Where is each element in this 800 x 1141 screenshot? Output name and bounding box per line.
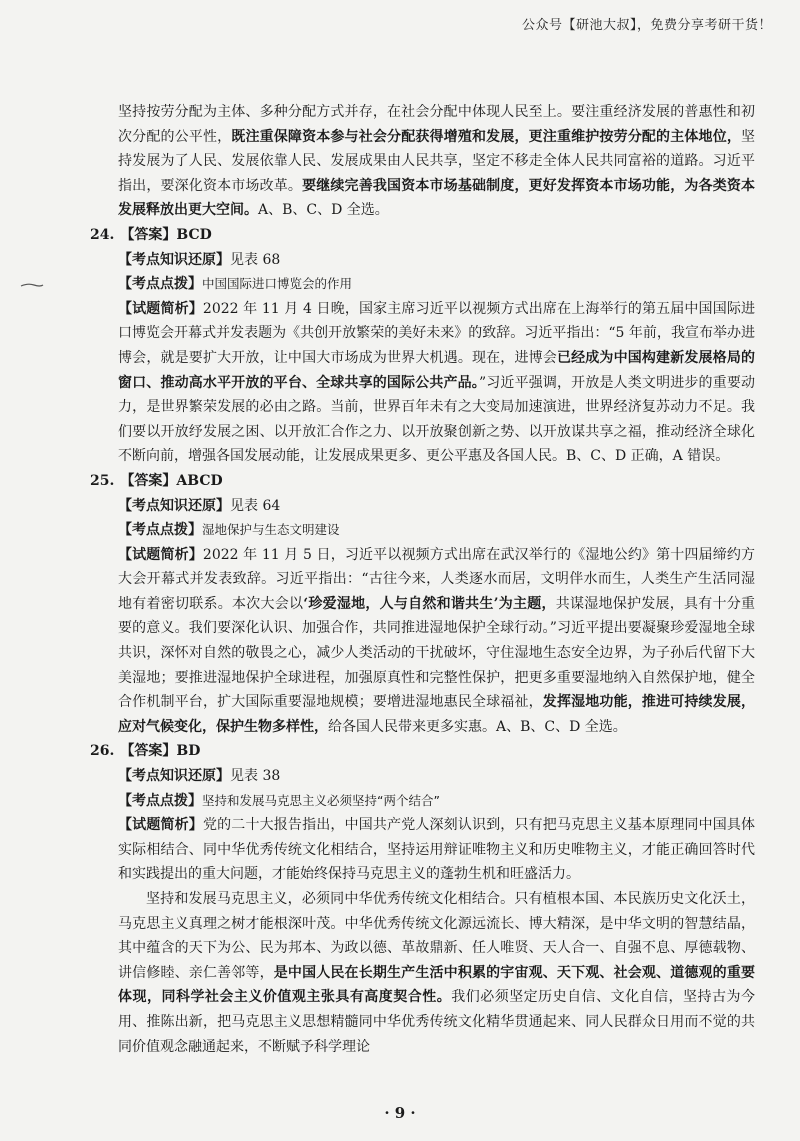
tip-label: 【考点点拨】 bbox=[118, 522, 202, 539]
knowledge-label: 【考点知识还原】 bbox=[118, 497, 230, 514]
q26-knowledge-line bbox=[90, 764, 755, 789]
tip-value: 坚持和发展马克思主义必须坚持“两个结合” bbox=[202, 792, 440, 808]
bold-span: 是中国人民在长期生产生活中积累的宇宙观、天下观、社会观、道德观的重要体现，同科学社会主义价值观主张具有高度契合性。 bbox=[118, 964, 755, 1006]
answer-label: 【答案】 bbox=[120, 743, 177, 760]
text-span: 我们必须坚定历史自信、文化自信，坚持古为今用、推陈出新，把马克思主义思想精髓同中华优秀传统文化精华贯通起来、同人民群众日用而不觉的共同价值观念融通起来，不断赋予科学理论 bbox=[118, 989, 756, 1055]
knowledge-label: 【考点知识还原】 bbox=[118, 251, 230, 268]
answer-label: 【答案】 bbox=[120, 472, 177, 489]
bold-span: 要继续完善我国资本市场基础制度，更好发挥资本市场功能，为各类资本发展释放出更大空间。 bbox=[118, 177, 756, 219]
text-span: 共谋湿地保护发展，具有十分重要的意义。我们要深化认识、加强合作，共同推进湿地保护全球行动。”习近平提出要凝聚珍爱湿地全球共识，深怀对自然的敬畏之心，减少人类活动的干扰破坏，守住湿地生态安全边界，为子孙后代留下大美湿地；要推进湿地保护全球进程，加强原真性和完整性保护，把更多重要湿地纳入自然保护地，健全合作机制平台，扩大国际重要湿地规模；要增进湿地惠民全球福祉， bbox=[118, 595, 755, 711]
text-span: ”习近平强调，开放是人类文明进步的重要动力，是世界繁荣发展的必由之路。当前，世界百年未有之大变局加速演进，世界经济复苏动力不足。我们要以开放纾发展之困、以开放汇合作之力、以开放聚创新之势、以开放谋共享之福，推动经济全球化不断向前，增强各国发展动能，让发展成果更多、更公平惠及各国人民。B、C、D 正确，A 错误。 bbox=[118, 374, 755, 465]
answer-value: BCD bbox=[176, 226, 212, 243]
question-number: 26. bbox=[90, 743, 115, 760]
q25-tip-line bbox=[90, 518, 755, 543]
watermark-header: 公众号【研池大叔】，免费分享考研干货！ bbox=[521, 18, 772, 33]
q24-answer-line bbox=[90, 223, 755, 248]
analysis-label: 【试题简析】 bbox=[118, 546, 203, 563]
page-number: · 9 · bbox=[384, 1104, 416, 1122]
text-span: 党的二十大报告指出，中国共产党人深刻认识到，只有把马克思主义基本原理同中国具体实际相结合、同中华优秀传统文化相结合，坚持运用辩证唯物主义和历史唯物主义，才能正确回答时代和实践提出的重大问题，才能始终保持马克思主义的蓬勃生机和旺盛活力。 bbox=[118, 817, 756, 883]
knowledge-value: 见表 68 bbox=[230, 251, 281, 268]
bold-span: 发挥湿地功能，推进可持续发展，应对气候变化，保护生物多样性， bbox=[118, 694, 756, 735]
analysis-label: 【试题简析】 bbox=[118, 300, 203, 317]
text-span: 坚持发展为了人民、发展依靠人民、发展成果由人民共享，坚定不移走全体人民共同富裕的道路。习近平指出，要深化资本市场改革。 bbox=[118, 128, 756, 194]
question-number: 25. bbox=[90, 472, 115, 489]
intro-paragraph bbox=[90, 100, 755, 223]
q24-knowledge-line bbox=[90, 248, 755, 273]
q26-answer-line bbox=[90, 739, 755, 764]
answer-value: BD bbox=[176, 743, 201, 760]
tip-value: 湿地保护与生态文明建设 bbox=[202, 522, 340, 538]
answer-label: 【答案】 bbox=[120, 226, 177, 243]
q25-knowledge-line bbox=[90, 494, 755, 519]
q26-analysis bbox=[90, 813, 755, 887]
q25-answer-line bbox=[90, 469, 755, 494]
knowledge-value: 见表 38 bbox=[230, 768, 281, 785]
q24-tip-line bbox=[90, 272, 755, 297]
text-span: 给各国人民带来更多实惠。A、B、C、D 全选。 bbox=[328, 718, 627, 735]
scan-mark-icon bbox=[20, 282, 44, 288]
text-span: 2022 年 11 月 4 日晚，国家主席习近平以视频方式出席在上海举行的第五届中国国际进口博览会开幕式并发表题为《共创开放繁荣的美好未来》的致辞。习近平指出：“5 年前，我宣布举办进博会，就是要扩大开放，让中国大市场成为世界大机遇。现在，进博会 bbox=[118, 300, 756, 366]
text-span: 坚持和发展马克思主义，必须同中华优秀传统文化相结合。只有植根本国、本民族历史文化沃土，马克思主义真理之树才能根深叶茂。中华优秀传统文化源远流长、博大精深，是中华文明的智慧结晶，其中蕴含的天下为公、民为邦本、为政以德、革故鼎新、任人唯贤、天人合一、自强不息、厚德载物、讲信修睦、亲仁善邻等， bbox=[118, 891, 755, 981]
question-number: 24. bbox=[90, 226, 115, 243]
tip-label: 【考点点拨】 bbox=[118, 792, 202, 809]
text-span: A、B、C、D 全选。 bbox=[258, 202, 389, 219]
q26-tip-line bbox=[90, 789, 755, 814]
q26-paragraph-2 bbox=[90, 887, 755, 1059]
text-span: 2022 年 11 月 5 日，习近平以视频方式出席在武汉举行的《湿地公约》第十四届缔约方大会开幕式并发表致辞。习近平指出：“古往今来，人类逐水而居，文明伴水而生，人类生产生活同湿地有着密切联系。本次大会以 bbox=[118, 546, 756, 612]
knowledge-label: 【考点知识还原】 bbox=[118, 768, 230, 785]
text-span: 坚持按劳分配为主体、多种分配方式并存，在社会分配中体现人民至上。要注重经济发展的普惠性和初次分配的公平性， bbox=[118, 104, 755, 145]
bold-span: 已经成为中国构建新发展格局的窗口、推动高水平开放的平台、全球共享的国际公共产品。 bbox=[118, 349, 756, 391]
q25-analysis bbox=[90, 543, 755, 740]
bold-span: 既注重保障资本参与社会分配获得增殖和发展，更注重维护按劳分配的主体地位， bbox=[231, 128, 742, 145]
bold-span: ‘珍爱湿地，人与自然和谐共生’为主题， bbox=[303, 595, 556, 612]
document-body bbox=[90, 100, 755, 1059]
tip-value: 中国国际进口博览会的作用 bbox=[202, 276, 353, 292]
analysis-label: 【试题简析】 bbox=[118, 817, 203, 834]
q24-analysis bbox=[90, 297, 755, 469]
tip-label: 【考点点拨】 bbox=[118, 276, 202, 293]
answer-value: ABCD bbox=[176, 472, 223, 489]
knowledge-value: 见表 64 bbox=[230, 497, 281, 514]
